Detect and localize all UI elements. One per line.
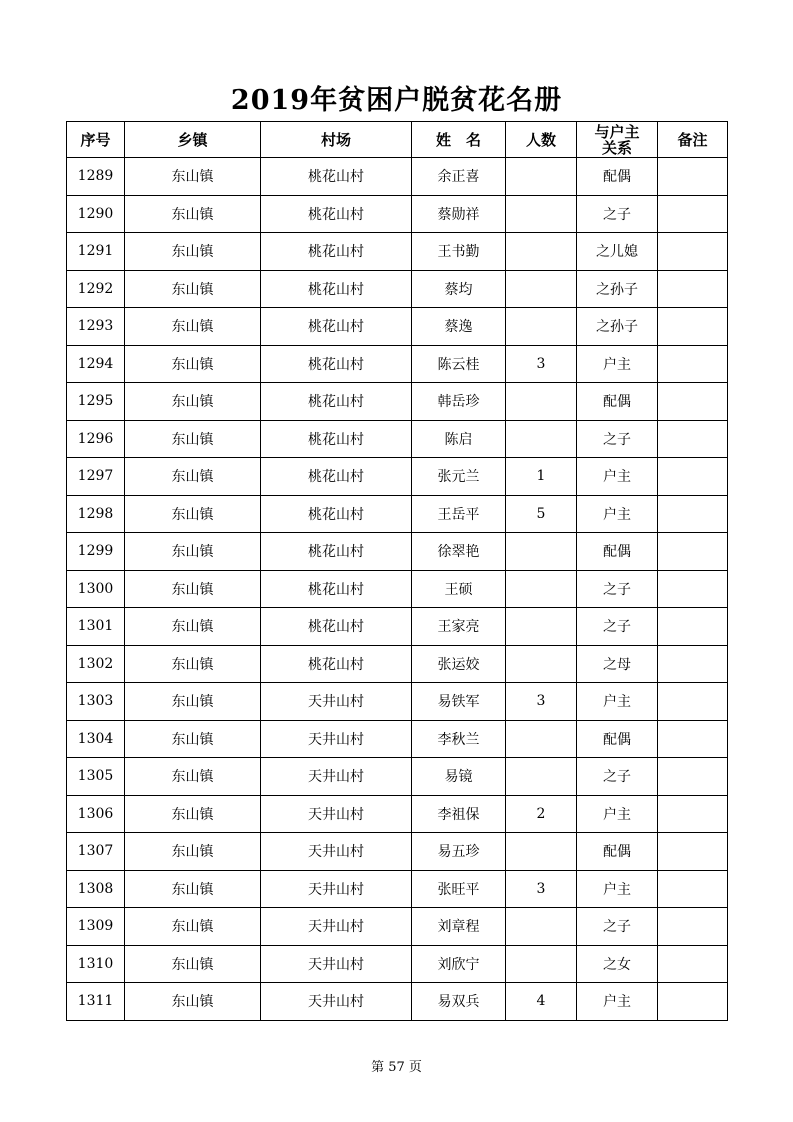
cell-relation: 之子 (577, 195, 658, 233)
cell-relation: 之子 (577, 908, 658, 946)
cell-name: 韩岳珍 (412, 383, 506, 421)
cell-count: 3 (506, 345, 577, 383)
cell-count (506, 720, 577, 758)
table-row (67, 870, 728, 908)
cell-village: 天井山村 (261, 983, 412, 1021)
cell-index: 1298 (67, 495, 125, 533)
cell-township: 东山镇 (125, 945, 261, 983)
col-header-count: 人数 (506, 122, 577, 158)
cell-count (506, 945, 577, 983)
cell-name: 刘欣宁 (412, 945, 506, 983)
cell-index: 1304 (67, 720, 125, 758)
cell-index: 1290 (67, 195, 125, 233)
cell-name: 刘章程 (412, 908, 506, 946)
cell-count: 1 (506, 458, 577, 496)
cell-index: 1303 (67, 683, 125, 721)
cell-township: 东山镇 (125, 533, 261, 571)
table-row (67, 270, 728, 308)
cell-village: 桃花山村 (261, 233, 412, 271)
cell-count (506, 533, 577, 571)
cell-relation: 之孙子 (577, 308, 658, 346)
cell-index: 1305 (67, 758, 125, 796)
table-row (67, 795, 728, 833)
cell-index: 1302 (67, 645, 125, 683)
cell-township: 东山镇 (125, 870, 261, 908)
cell-village: 桃花山村 (261, 158, 412, 196)
cell-township: 东山镇 (125, 233, 261, 271)
table-row (67, 495, 728, 533)
cell-village: 桃花山村 (261, 195, 412, 233)
cell-name: 易镜 (412, 758, 506, 796)
cell-township: 东山镇 (125, 720, 261, 758)
cell-index: 1299 (67, 533, 125, 571)
cell-village: 桃花山村 (261, 345, 412, 383)
cell-relation: 之女 (577, 945, 658, 983)
table-row (67, 570, 728, 608)
cell-township: 东山镇 (125, 645, 261, 683)
cell-village: 桃花山村 (261, 308, 412, 346)
table-row (67, 720, 728, 758)
cell-index: 1289 (67, 158, 125, 196)
table-row (67, 420, 728, 458)
cell-relation: 户主 (577, 870, 658, 908)
table-body (67, 158, 728, 1021)
cell-index: 1295 (67, 383, 125, 421)
cell-count (506, 908, 577, 946)
cell-township: 东山镇 (125, 458, 261, 496)
cell-count (506, 270, 577, 308)
table-row (67, 158, 728, 196)
cell-index: 1307 (67, 833, 125, 871)
table-row (67, 458, 728, 496)
cell-relation: 之子 (577, 608, 658, 646)
cell-count (506, 233, 577, 271)
cell-count (506, 308, 577, 346)
cell-relation: 户主 (577, 983, 658, 1021)
table-row (67, 908, 728, 946)
cell-name: 王岳平 (412, 495, 506, 533)
cell-name: 张运姣 (412, 645, 506, 683)
table-row (67, 645, 728, 683)
cell-village: 天井山村 (261, 795, 412, 833)
cell-index: 1296 (67, 420, 125, 458)
cell-notes (658, 270, 728, 308)
cell-township: 东山镇 (125, 270, 261, 308)
cell-name: 易双兵 (412, 983, 506, 1021)
table-row (67, 683, 728, 721)
cell-count (506, 608, 577, 646)
cell-notes (658, 833, 728, 871)
cell-notes (658, 345, 728, 383)
page-title: 2019年贫困户脱贫花名册 (230, 85, 563, 116)
cell-notes (658, 608, 728, 646)
cell-count: 4 (506, 983, 577, 1021)
cell-village: 桃花山村 (261, 270, 412, 308)
cell-village: 天井山村 (261, 683, 412, 721)
cell-notes (658, 570, 728, 608)
cell-village: 桃花山村 (261, 383, 412, 421)
table-header (67, 122, 728, 158)
cell-township: 东山镇 (125, 570, 261, 608)
table-row (67, 945, 728, 983)
cell-township: 东山镇 (125, 608, 261, 646)
cell-village: 桃花山村 (261, 533, 412, 571)
table-row (67, 233, 728, 271)
cell-relation: 之子 (577, 758, 658, 796)
cell-village: 桃花山村 (261, 645, 412, 683)
cell-name: 陈云桂 (412, 345, 506, 383)
cell-village: 桃花山村 (261, 458, 412, 496)
cell-township: 东山镇 (125, 683, 261, 721)
cell-notes (658, 795, 728, 833)
cell-count (506, 570, 577, 608)
cell-village: 桃花山村 (261, 495, 412, 533)
cell-township: 东山镇 (125, 345, 261, 383)
cell-notes (658, 233, 728, 271)
table-row (67, 308, 728, 346)
cell-notes (658, 870, 728, 908)
cell-village: 天井山村 (261, 908, 412, 946)
cell-relation: 配偶 (577, 833, 658, 871)
cell-count (506, 645, 577, 683)
cell-township: 东山镇 (125, 983, 261, 1021)
cell-relation: 户主 (577, 345, 658, 383)
cell-count (506, 420, 577, 458)
cell-count (506, 758, 577, 796)
cell-notes (658, 533, 728, 571)
cell-village: 桃花山村 (261, 420, 412, 458)
cell-township: 东山镇 (125, 908, 261, 946)
cell-notes (658, 945, 728, 983)
cell-township: 东山镇 (125, 158, 261, 196)
cell-count: 2 (506, 795, 577, 833)
cell-name: 余正喜 (412, 158, 506, 196)
cell-relation: 户主 (577, 795, 658, 833)
cell-relation: 之子 (577, 570, 658, 608)
cell-notes (658, 758, 728, 796)
cell-township: 东山镇 (125, 308, 261, 346)
cell-notes (658, 645, 728, 683)
table-row (67, 833, 728, 871)
cell-index: 1310 (67, 945, 125, 983)
cell-village: 天井山村 (261, 870, 412, 908)
cell-count (506, 158, 577, 196)
table-row (67, 983, 728, 1021)
cell-index: 1311 (67, 983, 125, 1021)
cell-notes (658, 383, 728, 421)
cell-name: 易五珍 (412, 833, 506, 871)
cell-name: 王硕 (412, 570, 506, 608)
cell-index: 1292 (67, 270, 125, 308)
cell-township: 东山镇 (125, 795, 261, 833)
cell-name: 李秋兰 (412, 720, 506, 758)
table-row (67, 345, 728, 383)
cell-notes (658, 158, 728, 196)
cell-village: 天井山村 (261, 720, 412, 758)
cell-name: 蔡逸 (412, 308, 506, 346)
cell-relation: 配偶 (577, 383, 658, 421)
cell-notes (658, 420, 728, 458)
col-header-township: 乡镇 (125, 122, 261, 158)
cell-notes (658, 195, 728, 233)
cell-index: 1297 (67, 458, 125, 496)
table-row (67, 758, 728, 796)
cell-township: 东山镇 (125, 195, 261, 233)
cell-notes (658, 495, 728, 533)
cell-name: 蔡勋祥 (412, 195, 506, 233)
table-row (67, 608, 728, 646)
cell-township: 东山镇 (125, 383, 261, 421)
cell-village: 桃花山村 (261, 570, 412, 608)
cell-name: 张旺平 (412, 870, 506, 908)
cell-index: 1293 (67, 308, 125, 346)
cell-relation: 之母 (577, 645, 658, 683)
cell-notes (658, 458, 728, 496)
cell-name: 蔡均 (412, 270, 506, 308)
cell-name: 张元兰 (412, 458, 506, 496)
cell-name: 徐翠艳 (412, 533, 506, 571)
cell-relation: 配偶 (577, 533, 658, 571)
table-row (67, 533, 728, 571)
cell-notes (658, 683, 728, 721)
cell-township: 东山镇 (125, 420, 261, 458)
col-header-name: 姓 名 (412, 122, 506, 158)
cell-notes (658, 720, 728, 758)
cell-index: 1306 (67, 795, 125, 833)
cell-index: 1291 (67, 233, 125, 271)
cell-index: 1308 (67, 870, 125, 908)
cell-name: 李祖保 (412, 795, 506, 833)
cell-name: 易铁军 (412, 683, 506, 721)
cell-township: 东山镇 (125, 833, 261, 871)
cell-count: 3 (506, 683, 577, 721)
cell-count (506, 195, 577, 233)
roster-table (66, 121, 728, 1021)
cell-notes (658, 908, 728, 946)
cell-relation: 户主 (577, 458, 658, 496)
cell-relation: 户主 (577, 495, 658, 533)
col-header-notes: 备注 (658, 122, 728, 158)
cell-relation: 配偶 (577, 158, 658, 196)
table-row (67, 195, 728, 233)
cell-notes (658, 308, 728, 346)
col-header-village: 村场 (261, 122, 412, 158)
col-header-index: 序号 (67, 122, 125, 158)
cell-village: 天井山村 (261, 758, 412, 796)
cell-name: 陈启 (412, 420, 506, 458)
cell-count: 5 (506, 495, 577, 533)
page-number: 第 57 页 (371, 1060, 422, 1075)
cell-notes (658, 983, 728, 1021)
cell-relation: 户主 (577, 683, 658, 721)
cell-township: 东山镇 (125, 495, 261, 533)
cell-village: 天井山村 (261, 833, 412, 871)
cell-count (506, 383, 577, 421)
cell-index: 1301 (67, 608, 125, 646)
header-row (67, 122, 728, 158)
cell-relation: 之子 (577, 420, 658, 458)
table-row (67, 383, 728, 421)
col-header-relation: 与户主 关系 (577, 122, 658, 158)
cell-count: 3 (506, 870, 577, 908)
cell-village: 桃花山村 (261, 608, 412, 646)
cell-index: 1300 (67, 570, 125, 608)
cell-index: 1309 (67, 908, 125, 946)
cell-index: 1294 (67, 345, 125, 383)
cell-name: 王家亮 (412, 608, 506, 646)
cell-name: 王书勤 (412, 233, 506, 271)
cell-township: 东山镇 (125, 758, 261, 796)
cell-village: 天井山村 (261, 945, 412, 983)
cell-relation: 之孙子 (577, 270, 658, 308)
cell-count (506, 833, 577, 871)
cell-relation: 之儿媳 (577, 233, 658, 271)
cell-relation: 配偶 (577, 720, 658, 758)
